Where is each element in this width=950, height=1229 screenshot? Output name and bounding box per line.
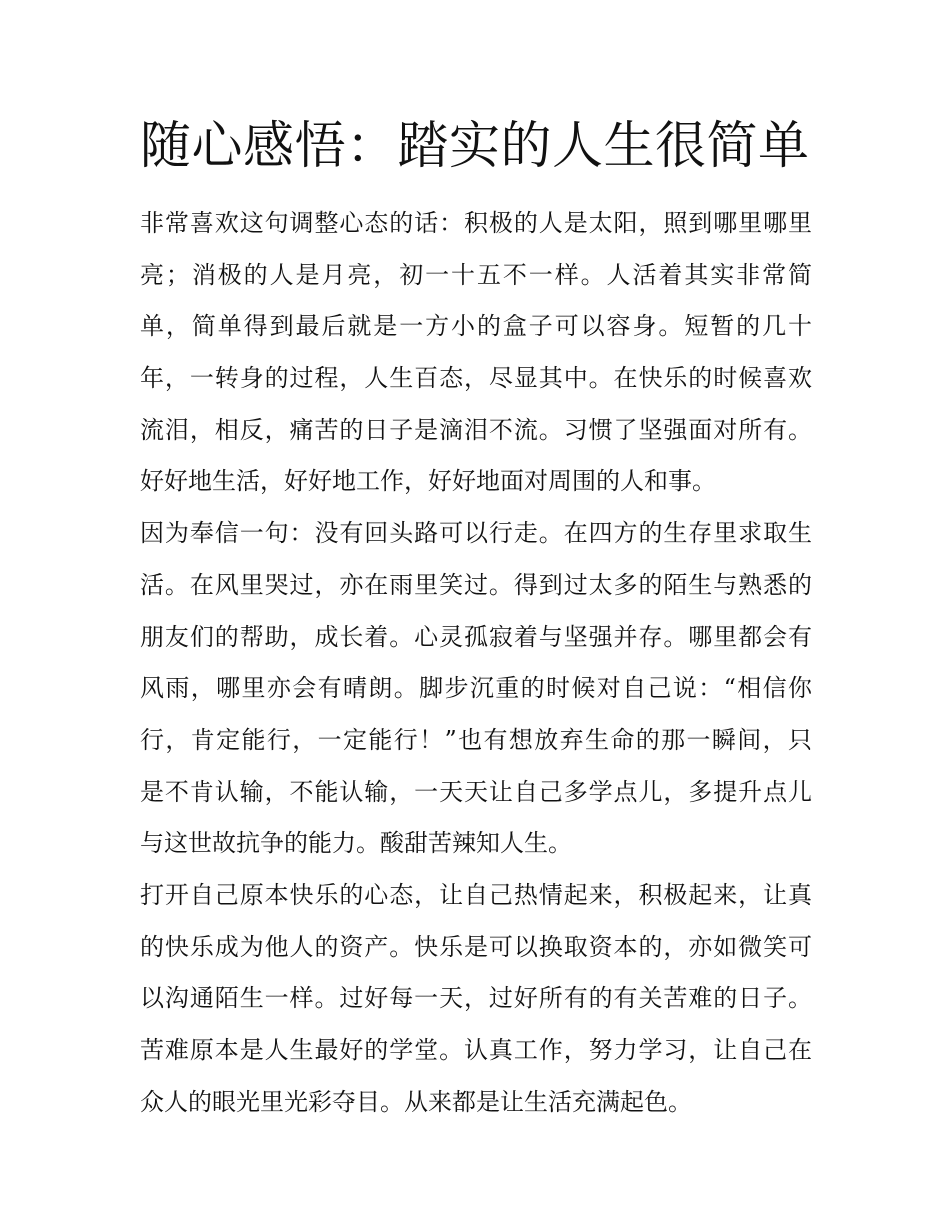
text-line: 与这世故抗争的能力。酸甜苦辣知人生。: [140, 829, 572, 858]
text-line: 非常喜欢这句调整心态的话：积极的人是太阳，照到哪里哪里: [140, 209, 812, 237]
article-body: [140, 198, 812, 1128]
text-line: 年，一转身的过程，人生百态，尽显其中。在快乐的时候喜欢: [140, 364, 812, 393]
text-line: 风雨，哪里亦会有晴朗。脚步沉重的时候对自己说：“相信你: [140, 674, 812, 703]
text-line: 好好地生活，好好地工作，好好地面对周围的人和事。: [140, 467, 716, 496]
text-line: 苦难原本是人生最好的学堂。认真工作，努力学习，让自己在: [140, 1036, 812, 1064]
text-line: 打开自己原本快乐的心态，让自己热情起来，积极起来，让真: [140, 880, 812, 909]
text-line: 行，肯定能行，一定能行！”也有想放弃生命的那一瞬间，只: [140, 725, 812, 754]
text-line: 单，简单得到最后就是一方小的盒子可以容身。短暂的几十: [140, 312, 812, 341]
paragraph-2: [140, 508, 812, 870]
text-line: 活。在风里哭过，亦在雨里笑过。得到过太多的陌生与熟悉的: [140, 570, 812, 599]
paragraph-1: [140, 198, 812, 508]
text-line: 的快乐成为他人的资产。快乐是可以换取资本的，亦如微笑可: [140, 932, 812, 961]
text-line: 是不肯认输，不能认输，一天天让自己多学点儿，多提升点儿: [140, 777, 812, 806]
paragraph-3: [140, 870, 812, 1128]
text-line: 众人的眼光里光彩夺目。从来都是让生活充满起色。: [140, 1087, 692, 1116]
text-line: 因为奉信一句：没有回头路可以行走。在四方的生存里求取生: [140, 519, 812, 548]
page-title: 随心感悟：踏实的人生很简单: [140, 117, 810, 176]
text-line: 亮；消极的人是月亮，初一十五不一样。人活着其实非常简: [140, 260, 812, 289]
text-line: 以沟通陌生一样。过好每一天，过好所有的有关苦难的日子。: [140, 984, 812, 1013]
text-line: 流泪，相反，痛苦的日子是滴泪不流。习惯了坚强面对所有。: [140, 415, 812, 444]
text-line: 朋友们的帮助，成长着。心灵孤寂着与坚强并存。哪里都会有: [140, 622, 812, 651]
